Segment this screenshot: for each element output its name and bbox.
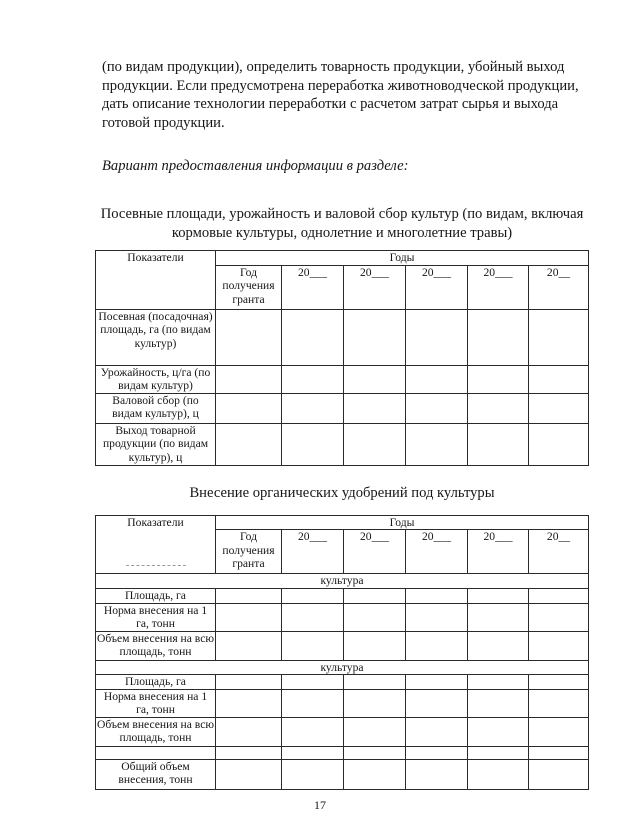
intro-line-4: готовой продукции. bbox=[102, 114, 225, 131]
scan-artifact bbox=[126, 565, 186, 566]
year-header: 20___ bbox=[282, 266, 344, 310]
grant-year-header: Год получения гранта bbox=[216, 266, 282, 310]
indicators-header-label: Показатели bbox=[127, 516, 184, 529]
table-row bbox=[96, 717, 589, 746]
crop-yield-table bbox=[95, 250, 589, 466]
table-row bbox=[96, 759, 589, 789]
table-row bbox=[96, 588, 589, 603]
row-label: Валовой сбор (по видам культур), ц bbox=[96, 394, 216, 424]
row-label: Выход товарной продукции (по видам культур), ц bbox=[96, 424, 216, 466]
row-label: Урожайность, ц/га (по видам культур) bbox=[96, 366, 216, 394]
row-label: Посевная (посадочная) площадь, га (по видам культур) bbox=[96, 310, 216, 366]
table-row bbox=[96, 424, 589, 466]
year-header: 20___ bbox=[406, 266, 468, 310]
year-header: 20__ bbox=[529, 530, 589, 574]
year-header: 20___ bbox=[344, 530, 406, 574]
table-row bbox=[96, 310, 589, 366]
table-row bbox=[96, 746, 589, 759]
row-label: Площадь, га bbox=[96, 588, 216, 603]
table2-caption: Внесение органических удобрений под культуры bbox=[189, 485, 495, 501]
row-label: Площадь, га bbox=[96, 675, 216, 690]
intro-line-1: (по видам продукции), определить товарность продукции, убойный выход bbox=[102, 59, 565, 75]
row-label: Объем внесения на всю площадь, тонн bbox=[96, 631, 216, 660]
crop-group-label: культура bbox=[96, 660, 589, 674]
year-header: 20___ bbox=[344, 266, 406, 310]
row-label: Норма внесения на 1 га, тонн bbox=[96, 603, 216, 631]
year-header: 20___ bbox=[468, 530, 529, 574]
year-header: 20___ bbox=[282, 530, 344, 574]
total-row-label: Общий объем внесения, тонн bbox=[96, 759, 216, 789]
crop-group-label: культура bbox=[96, 574, 589, 588]
table-row bbox=[96, 631, 589, 660]
table-row bbox=[96, 366, 589, 394]
intro-line-2: продукции. Если предусмотрена переработка животноводческой продукции, bbox=[102, 77, 579, 94]
table-row bbox=[96, 603, 589, 631]
table1-caption-line1: Посевные площади, урожайность и валовой сбор культур (по видам, включая bbox=[100, 206, 584, 222]
intro-line-3: дать описание технологии переработки с расчетом затрат сырья и выхода bbox=[102, 96, 559, 112]
year-header: 20__ bbox=[529, 266, 589, 310]
table-row bbox=[96, 690, 589, 718]
table-row bbox=[96, 675, 589, 690]
table1-caption-line2: кормовые культуры, однолетние и многолетние травы) bbox=[171, 225, 513, 241]
years-header: Годы bbox=[216, 251, 589, 266]
year-header: 20___ bbox=[468, 266, 529, 310]
year-header: 20___ bbox=[406, 530, 468, 574]
row-label: Норма внесения на 1 га, тонн bbox=[96, 690, 216, 718]
years-header: Годы bbox=[216, 516, 589, 530]
row-label: Объем внесения на всю площадь, тонн bbox=[96, 717, 216, 746]
page-number: 17 bbox=[314, 798, 326, 812]
indicators-header: Показатели bbox=[96, 251, 216, 310]
grant-year-header: Год получения гранта bbox=[216, 530, 282, 574]
fertilizer-table bbox=[95, 515, 589, 790]
indicators-header bbox=[96, 516, 216, 574]
table-row bbox=[96, 394, 589, 424]
section-heading: Вариант предоставления информации в разделе: bbox=[102, 158, 409, 174]
